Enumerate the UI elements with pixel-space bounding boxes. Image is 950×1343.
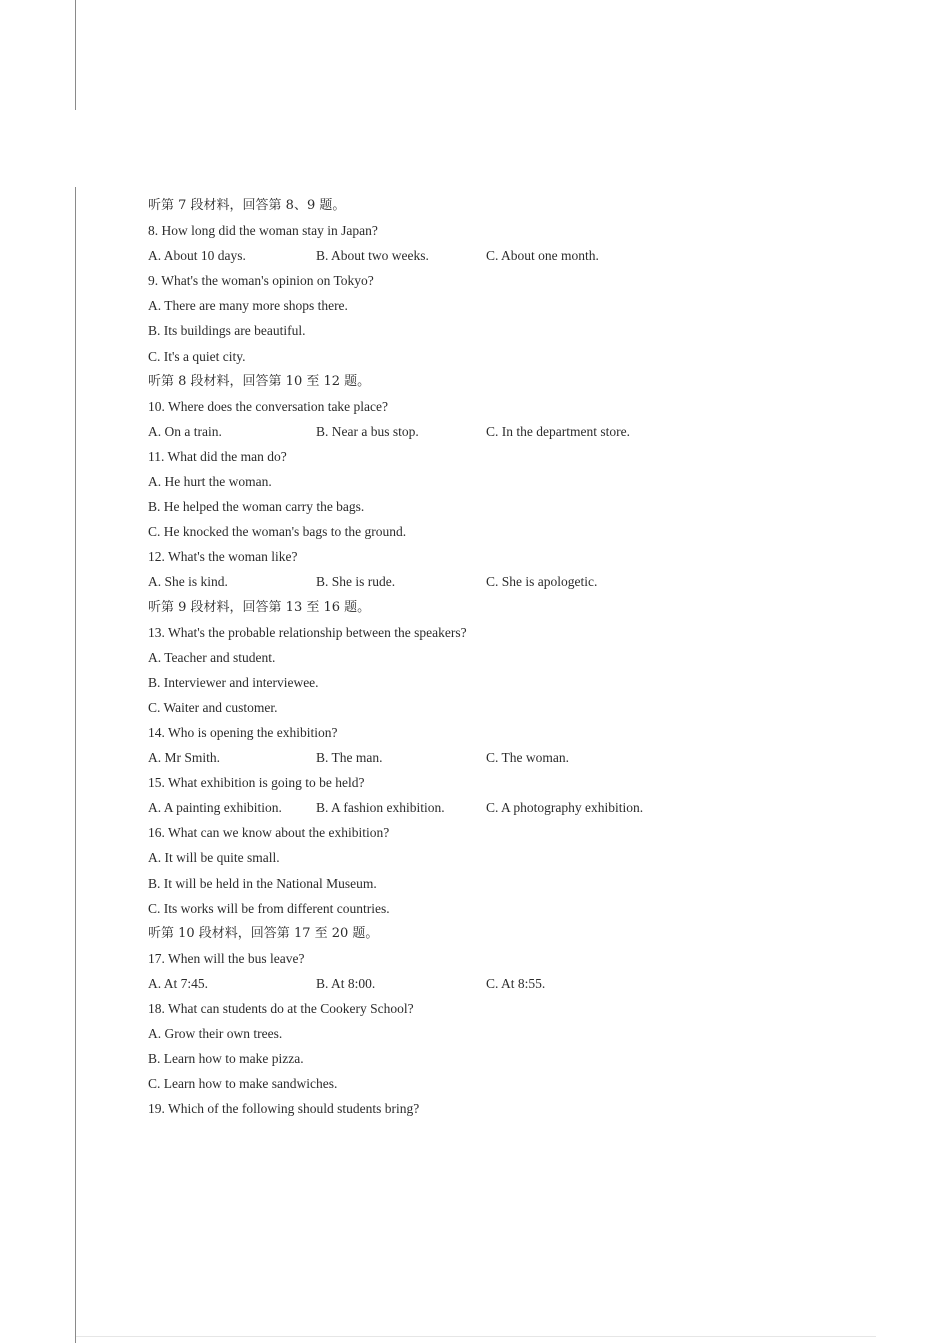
question-text: 18. What can students do at the Cookery School? (148, 1001, 414, 1016)
option-a: A. Mr Smith. (148, 750, 221, 766)
section-instruction: 听第 7 段材料，回答第 8、9 题。 (148, 198, 346, 213)
question-text: 13. What's the probable relationship between the speakers? (148, 624, 467, 640)
options-row (148, 971, 848, 996)
answer-option: A. It will be quite small. (148, 850, 280, 866)
question-text: 9. What's the woman's opinion on Tokyo? (148, 273, 374, 289)
option-b: B. At 8:00. (316, 975, 376, 991)
question-text: 12. What's the woman like? (148, 549, 298, 565)
page-bottom-edge (76, 1336, 876, 1337)
option-b: B. About two weeks. (316, 248, 429, 264)
option-b: B. A fashion exhibition. (316, 800, 445, 816)
answer-option: A. Teacher and student. (148, 649, 276, 665)
answer-option: B. Interviewer and interviewee. (148, 674, 319, 690)
option-b: B. Near a bus stop. (316, 423, 419, 439)
options-row (148, 569, 848, 594)
question-text: 10. Where does the conversation take place? (148, 398, 389, 414)
option-a: A. She is kind. (148, 574, 228, 590)
answer-option: C. Waiter and customer. (148, 699, 278, 715)
options-row (148, 795, 848, 820)
question-text: 14. Who is opening the exhibition? (148, 724, 338, 740)
question-text: 11. What did the man do? (148, 448, 287, 464)
answer-option: C. Learn how to make sandwiches. (148, 1076, 338, 1092)
options-row (148, 745, 848, 770)
answer-option: A. There are many more shops there. (148, 298, 348, 314)
option-c: C. The woman. (486, 750, 569, 766)
question-text: 15. What exhibition is going to be held? (148, 775, 365, 791)
option-c: C. A photography exhibition. (486, 800, 644, 816)
option-b: B. The man. (316, 750, 383, 766)
answer-option: B. Learn how to make pizza. (148, 1051, 304, 1067)
section-instruction: 听第 10 段材料，回答第 17 至 20 题。 (148, 925, 379, 941)
answer-option: C. It's a quiet city. (148, 348, 246, 364)
options-row (148, 419, 848, 444)
answer-option: C. He knocked the woman's bags to the ground. (148, 524, 407, 540)
scan-edge-main (75, 187, 76, 1343)
option-c: C. At 8:55. (486, 975, 546, 991)
scan-edge-top (75, 0, 76, 110)
answer-option: B. Its buildings are beautiful. (148, 323, 306, 339)
question-text: 8. How long did the woman stay in Japan? (148, 223, 378, 239)
option-a: A. About 10 days. (148, 248, 246, 264)
answer-option: C. Its works will be from different countries. (148, 900, 390, 916)
answer-option: A. He hurt the woman. (148, 474, 272, 490)
section-instruction: 听第 8 段材料，回答第 10 至 12 题。 (148, 373, 371, 389)
answer-option: A. Grow their own trees. (148, 1026, 283, 1042)
question-text: 19. Which of the following should students bring? (148, 1101, 420, 1117)
option-a: A. At 7:45. (148, 975, 209, 991)
option-c: C. She is apologetic. (486, 574, 598, 590)
option-b: B. She is rude. (316, 574, 396, 590)
option-a: A. On a train. (148, 423, 222, 439)
section-instruction: 听第 9 段材料，回答第 13 至 16 题。 (148, 599, 371, 615)
option-c: C. In the department store. (486, 423, 630, 439)
option-c: C. About one month. (486, 248, 599, 264)
option-a: A. A painting exhibition. (148, 800, 282, 816)
question-text: 16. What can we know about the exhibition? (148, 825, 390, 841)
exam-listening-section (148, 193, 848, 1121)
options-row (148, 243, 848, 268)
answer-option: B. He helped the woman carry the bags. (148, 499, 365, 515)
question-text: 17. When will the bus leave? (148, 950, 305, 966)
answer-option: B. It will be held in the National Museum. (148, 875, 377, 891)
